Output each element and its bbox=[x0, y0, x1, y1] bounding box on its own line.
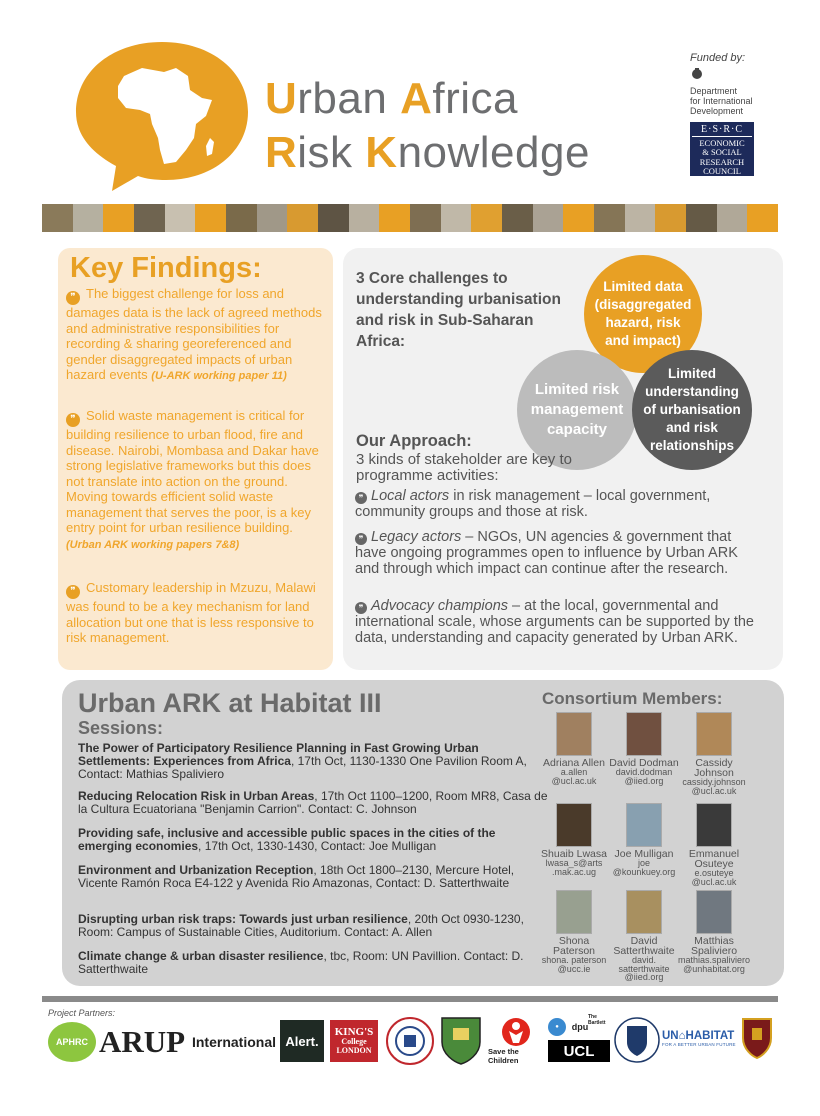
stakeholder-type: Local actors bbox=[371, 488, 450, 504]
logo-text: dpu bbox=[571, 1022, 589, 1032]
session-details: , 17th Oct, 1330-1430, Contact: Joe Mulligan bbox=[198, 839, 437, 853]
title-cap: U bbox=[265, 74, 298, 123]
finding-reference: (Urban ARK working papers 7&8) bbox=[66, 538, 240, 551]
session-details: , tbc, Room: UN Pavillion. Contact: D. Satterthwaite bbox=[78, 949, 524, 976]
title-text: isk bbox=[297, 128, 366, 177]
session-item bbox=[78, 913, 548, 939]
title-text: nowledge bbox=[397, 128, 590, 177]
logo-text: APHRC bbox=[55, 1037, 88, 1047]
member-photo bbox=[696, 890, 732, 934]
save-the-children-logo bbox=[488, 1014, 544, 1068]
divider-bar bbox=[42, 996, 778, 1002]
esrc-line: COUNCIL bbox=[703, 166, 741, 176]
logo-text: UCL bbox=[563, 1042, 595, 1060]
session-item bbox=[78, 827, 548, 853]
stakeholder-desc: in risk management – local government, community groups and those at risk. bbox=[355, 488, 711, 520]
logo-text: Save the Children bbox=[488, 1047, 519, 1065]
title-text: rban bbox=[297, 74, 401, 123]
bartlett-logo bbox=[588, 1016, 610, 1024]
member-email: joe @kounkuey.org bbox=[612, 858, 676, 877]
logo-text: International bbox=[191, 1034, 276, 1050]
logo-text: ARUP bbox=[98, 1024, 186, 1059]
stakeholder-desc: – NGOs, UN agencies & government that have ongoing programmes open to influence by Urban ARK and through which impact can continue after the research. bbox=[355, 529, 738, 577]
finding-text: Solid waste management is critical for building resilience to urban flood, fire and disease. Nairobi, Mombasa and Dakar have strong legislative frameworks but this does not translate into action on the ground. Moving towards efficient solid waste management that serves the poor, is a key entry point for urban resilience building. bbox=[66, 408, 319, 535]
member-photo bbox=[556, 803, 592, 847]
title-cap: R bbox=[265, 128, 298, 177]
logo-text: UN⌂HABITAT bbox=[662, 1030, 735, 1042]
logo-text: The Bartlett bbox=[588, 1014, 606, 1026]
finding-text: Customary leadership in Mzuzu, Malawi was found to be a key mechanism for land allocation but one that is less responsive to risk management. bbox=[66, 580, 316, 645]
speech-bubble-icon: ❞ bbox=[355, 602, 367, 614]
member-photo bbox=[696, 712, 732, 756]
speech-bubble-icon: ❞ bbox=[355, 533, 367, 545]
challenge-text: Limited risk management capacity bbox=[530, 381, 624, 438]
member-name: Cassidy Johnson bbox=[694, 757, 734, 779]
member-name: David Satterthwaite bbox=[613, 935, 675, 957]
royal-crest-icon bbox=[690, 67, 704, 81]
ucl-logo bbox=[548, 1040, 610, 1062]
speech-bubble-icon: ❞ bbox=[66, 585, 80, 599]
member-name: Joe Mulligan bbox=[614, 848, 674, 860]
alert-logo bbox=[280, 1020, 324, 1062]
save-the-children-icon bbox=[501, 1017, 531, 1047]
member-card bbox=[608, 712, 680, 785]
finding-text: The biggest challenge for loss and damages data is the lack of agreed methods and administrative responsibilities for recording & sharing georeferenced and gender disaggregated impacts of urban hazard events bbox=[66, 286, 322, 382]
approach-item bbox=[355, 598, 760, 646]
member-email: mathias.spaliviero @unhabitat.org bbox=[678, 955, 751, 974]
approach-heading: Our Approach: bbox=[356, 432, 472, 450]
logo-text: Alert. bbox=[285, 1033, 319, 1049]
challenge-text: Limited data (disaggregated hazard, risk and impact) bbox=[594, 279, 692, 348]
approach-item bbox=[355, 488, 760, 520]
member-email: lwasa_s@arts .mak.ac.ug bbox=[545, 858, 603, 877]
member-card bbox=[538, 803, 610, 876]
esrc-acronym: E·S·R·C bbox=[692, 125, 752, 137]
title-cap: K bbox=[365, 128, 398, 177]
title-cap: A bbox=[400, 74, 433, 123]
dfid-line: for International bbox=[690, 96, 753, 106]
member-photo bbox=[626, 803, 662, 847]
challenge-text: Limited understanding of urbanisation and risk relationships bbox=[643, 366, 741, 453]
member-email: david. satterthwaite @iied.org bbox=[618, 955, 670, 982]
session-title: Providing safe, inclusive and accessible public spaces in the cities of the emerging economies bbox=[78, 826, 496, 853]
kings-college-logo bbox=[330, 1020, 378, 1062]
speech-bubble-icon: ❞ bbox=[66, 291, 80, 305]
session-title: Disrupting urban risk traps: Towards just urban resilience bbox=[78, 912, 408, 926]
university-coat-of-arms-icon bbox=[740, 1016, 774, 1060]
member-email: shona. paterson @ucc.ie bbox=[541, 955, 607, 974]
approach-item bbox=[355, 529, 760, 577]
funders-block bbox=[690, 52, 770, 176]
member-name: Matthias Spaliviero bbox=[690, 935, 738, 957]
stakeholder-type: Advocacy champions bbox=[371, 598, 509, 614]
esrc-logo bbox=[690, 122, 754, 176]
sessions-label: Sessions: bbox=[78, 718, 164, 738]
member-card bbox=[678, 712, 750, 795]
habitat-title: Urban ARK at Habitat III bbox=[78, 688, 382, 718]
project-partners-label: Project Partners: bbox=[48, 1008, 116, 1018]
session-title: Reducing Relocation Risk in Urban Areas bbox=[78, 789, 315, 803]
session-title: Climate change & urban disaster resilience bbox=[78, 949, 324, 963]
approach-intro: 3 kinds of stakeholder are key to programme activities: bbox=[356, 451, 572, 484]
member-email: a.allen @ucl.ac.uk bbox=[551, 767, 597, 786]
dfid-name bbox=[690, 86, 770, 116]
title-line-2 bbox=[265, 128, 590, 178]
university-cape-town-crest-icon bbox=[614, 1014, 660, 1066]
speech-bubble-icon: ❞ bbox=[66, 413, 80, 427]
africa-speech-bubble-logo bbox=[72, 38, 252, 193]
member-name: Emmanuel Osuteye bbox=[688, 848, 740, 870]
finding-reference: (U-ARK working paper 11) bbox=[151, 370, 287, 382]
member-email: e.osuteye @ucl.ac.uk bbox=[691, 868, 737, 887]
session-item bbox=[78, 742, 548, 781]
stakeholder-type: Legacy actors bbox=[371, 529, 462, 545]
funded-by-label: Funded by: bbox=[690, 52, 746, 64]
consortium-title: Consortium Members: bbox=[542, 689, 723, 708]
photo-strip-banner bbox=[42, 204, 778, 232]
logo-text: LONDON bbox=[336, 1045, 372, 1055]
title-text: frica bbox=[432, 74, 518, 123]
finding-item bbox=[66, 286, 328, 385]
logo-text: College bbox=[341, 1036, 367, 1046]
core-challenges-heading: 3 Core challenges to understanding urbanisation and risk in Sub-Saharan Africa: bbox=[356, 270, 561, 350]
member-card bbox=[678, 890, 750, 973]
member-card bbox=[608, 803, 680, 876]
member-name: David Dodman bbox=[609, 757, 679, 769]
member-email: david.dodman @iied.org bbox=[615, 767, 673, 786]
member-photo bbox=[696, 803, 732, 847]
session-item bbox=[78, 950, 548, 976]
member-name: Shuaib Lwasa bbox=[541, 848, 607, 860]
un-habitat-logo bbox=[662, 1030, 738, 1047]
member-photo bbox=[626, 890, 662, 934]
member-photo bbox=[626, 712, 662, 756]
member-photo bbox=[556, 712, 592, 756]
dfid-line: Department bbox=[690, 86, 738, 96]
challenge-circle-understanding bbox=[632, 350, 752, 470]
speech-bubble-icon: ❞ bbox=[355, 492, 367, 504]
arup-logo bbox=[94, 1022, 190, 1062]
session-details: , 17th Oct, 1130-1330 One Pavilion Room A, Contact: Mathias Spaliviero bbox=[78, 754, 527, 781]
session-title: The Power of Participatory Resilience Planning in Fast Growing Urban Settlements: Experiences from Africa bbox=[78, 741, 479, 768]
international-alert-logo-text bbox=[190, 1022, 278, 1062]
member-card bbox=[538, 712, 610, 785]
session-details: , 17th Oct 1100–1200, Room MR8, Casa de la Cultura Ecuatoriana "Benjamin Carrion". Contact: C. Johnson bbox=[78, 789, 548, 816]
title-line-1 bbox=[265, 74, 518, 124]
member-card bbox=[608, 890, 680, 982]
logo-tagline: FOR A BETTER URBAN FUTURE bbox=[662, 1042, 736, 1047]
esrc-line: RESEARCH bbox=[699, 156, 745, 167]
university-shield-icon bbox=[438, 1014, 484, 1066]
university-seal-icon bbox=[385, 1016, 435, 1066]
key-findings-title: Key Findings: bbox=[70, 252, 262, 284]
esrc-line: & SOCIAL bbox=[702, 147, 742, 157]
session-details: , 18th Oct 1800–2130, Mercure Hotel, Vicente Ramón Roca E4-122 y Avenida Rio Amazonas, Contact: D. Satterthwaite bbox=[78, 863, 515, 890]
aphrc-logo bbox=[48, 1022, 96, 1062]
dfid-line: Development bbox=[690, 106, 744, 116]
member-name: Shona Paterson bbox=[552, 935, 596, 957]
finding-item bbox=[66, 580, 328, 646]
member-card bbox=[678, 803, 750, 886]
member-photo bbox=[556, 890, 592, 934]
session-item bbox=[78, 790, 548, 816]
member-card bbox=[538, 890, 610, 973]
stakeholder-desc: – at the local, governmental and international scale, whose arguments can be supported by the data, understanding and capacity generated by Urban ARK. bbox=[355, 598, 754, 646]
esrc-line: ECONOMIC bbox=[699, 137, 745, 148]
logo-text: KING'S bbox=[334, 1025, 374, 1038]
session-item bbox=[78, 864, 548, 890]
member-name: Adriana Allen bbox=[543, 757, 605, 769]
member-email: cassidy.johnson @ucl.ac.uk bbox=[682, 777, 746, 796]
session-title: Environment and Urbanization Reception bbox=[78, 863, 314, 877]
finding-item bbox=[66, 408, 328, 553]
session-details: , 20th Oct 0930-1230, Room: Campus of Sustainable Cities, Auditorium. Contact: A. Allen bbox=[78, 912, 524, 939]
dpu-dot-icon: ● bbox=[548, 1018, 566, 1036]
